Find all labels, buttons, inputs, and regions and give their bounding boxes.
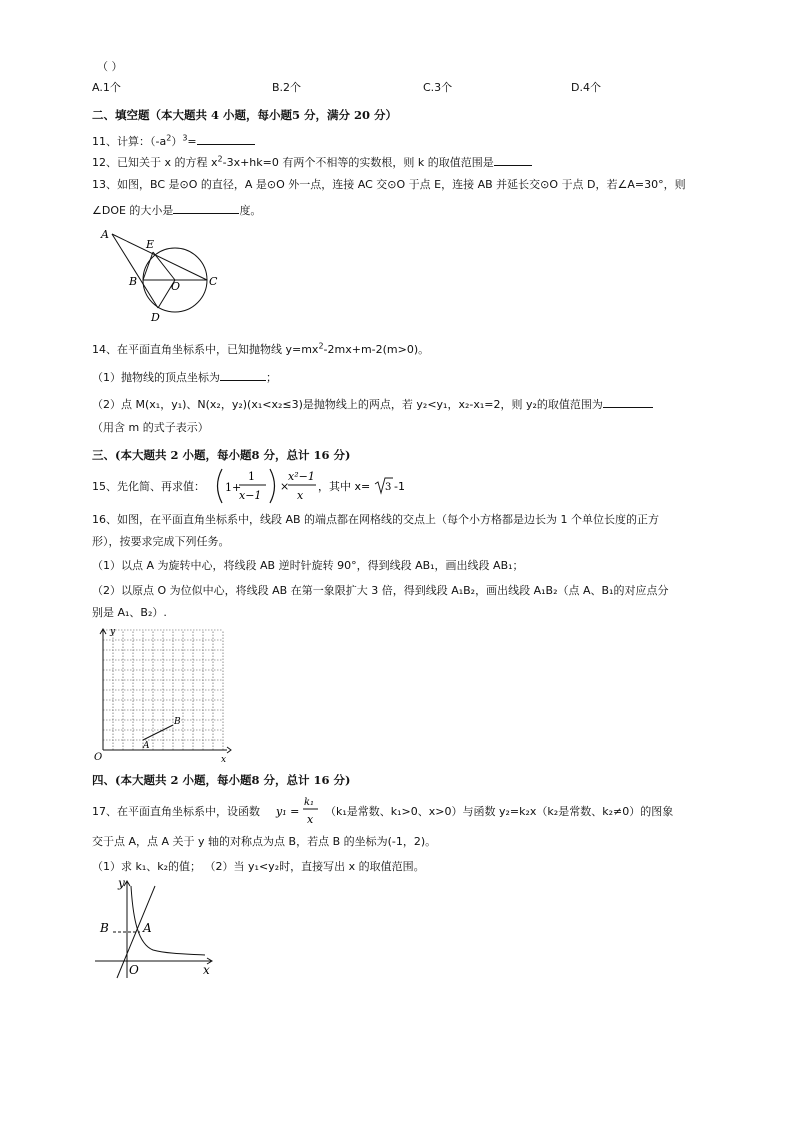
svg-text:1+: 1+ [225, 481, 242, 494]
axis-label-x: x [221, 755, 227, 765]
option-c: C.3个 [423, 81, 453, 94]
option-b: B.2个 [272, 81, 302, 94]
axis-label-y: y [118, 876, 125, 890]
function-graph [93, 874, 223, 982]
q17-function-expression [274, 794, 326, 830]
question-14-part1: （1）抛物线的顶点坐标为 ； [92, 371, 277, 384]
question-14: 14、在平面直角坐标系中，已知抛物线 $y=mx^2-2mx+m-2(m>0)$。 [92, 341, 430, 356]
label-e: E [146, 238, 155, 251]
label-o: O [171, 280, 181, 293]
answer-blank [494, 154, 532, 166]
svg-text:3: 3 [385, 482, 392, 493]
question-16-part2: （2）以原点 O 为位似中心，将线段 AB 在第一象限扩大 3 倍，得到线段 A₁B₂，画出线段 A₁B₂（点 A、B₁的对应点分 [92, 584, 669, 597]
svg-text:y₁ =: y₁ = [276, 805, 300, 818]
answer-blank [603, 396, 653, 408]
question-17-line1-prefix: 17、在平面直角坐标系中，设函数 [92, 805, 260, 818]
question-paren: （ ） [97, 60, 123, 73]
section-3-heading: 三、(本大题共 2 小题，每小题8 分，总计 16 分) [92, 448, 351, 462]
section-4-heading: 四、(本大题共 2 小题，每小题8 分，总计 16 分) [92, 773, 351, 787]
answer-blank [173, 202, 239, 214]
svg-text:x²−1: x²−1 [288, 470, 315, 483]
label-b: B [174, 717, 181, 727]
grid-figure [93, 624, 238, 766]
label-d: D [151, 311, 160, 324]
question-17-line1-suffix: （k₁是常数、k₁>0、x>0）与函数 y₂=k₂x（k₂是常数、k₂≠0）的图象 [325, 805, 674, 818]
label-c: C [209, 275, 218, 288]
label-b: B [129, 275, 138, 288]
question-15-prefix: 15、先化简、再求值： [92, 480, 205, 493]
q15-expression [208, 466, 418, 506]
question-12: 12、已知关于 x 的方程 $x^2-3x+hk=0$ 有两个不相等的实数根，则 k 的取值范围是 [92, 154, 532, 170]
section-2-heading: 二、填空题（本大题共 4 小题，每小题5 分，满分 20 分） [92, 108, 398, 122]
label-b: B [100, 921, 109, 935]
question-17-line3: （1）求 k₁、k₂的值； （2）当 y₁<y₂时，直接写出 x 的取值范围。 [92, 860, 425, 873]
question-16-part2b: 别是 A₁、B₂）. [92, 606, 167, 619]
option-d: D.4个 [571, 81, 601, 94]
question-17-line2: 交于点 A，点 A 关于 y 轴的对称点为点 B，若点 B 的坐标为(-1，2)。 [92, 835, 437, 848]
svg-text:，其中 x=: ，其中 x= [318, 480, 371, 493]
question-11: 11、计算：$(-a^2)^3=$ [92, 133, 255, 149]
question-16-line2: 形），按要求完成下列任务。 [92, 535, 230, 548]
svg-text:x−1: x−1 [239, 489, 262, 502]
origin-label: O [129, 963, 139, 977]
label-a: A [143, 921, 152, 935]
label-a: A [143, 741, 150, 751]
option-a: A.1个 [92, 81, 121, 94]
question-14-note: （用含 m 的式子表示） [92, 421, 209, 434]
axis-label-y: y [110, 627, 116, 637]
question-13-line1: 13、如图，BC 是⊙O 的直径，A 是⊙O 外一点，连接 AC 交⊙O 于点 E，连接 AB 并延长交⊙O 于点 D，若∠A=30°，则 [92, 178, 686, 191]
svg-text:-1: -1 [394, 480, 405, 493]
answer-blank [197, 133, 255, 145]
question-14-part2: （2）点 M(x₁，y₁)、N(x₂，y₂)(x₁<x₂≤3)是抛物线上的两点，若 y₂<y₁，x₂-x₁=2，则 y₂的取值范围为 [92, 396, 653, 412]
label-a: A [101, 228, 109, 241]
answer-blank [220, 369, 266, 381]
question-16-part1: （1）以点 A 为旋转中心，将线段 AB 逆时针旋转 90°，得到线段 AB₁，画出线段 AB₁； [92, 559, 524, 572]
svg-text:x: x [307, 813, 314, 826]
origin-label: O [94, 752, 103, 763]
question-13-line2: ∠DOE 的大小是 度。 [92, 204, 262, 217]
svg-text:k₁: k₁ [304, 797, 315, 808]
svg-text:1: 1 [248, 470, 255, 483]
svg-text:x: x [297, 489, 304, 502]
svg-text:×: × [280, 480, 290, 493]
axis-label-x: x [203, 963, 210, 977]
circle-figure [98, 224, 223, 324]
question-16-line1: 16、如图，在平面直角坐标系中，线段 AB 的端点都在网格线的交点上（每个小方格都是边长为 1 个单位长度的正方 [92, 513, 660, 526]
